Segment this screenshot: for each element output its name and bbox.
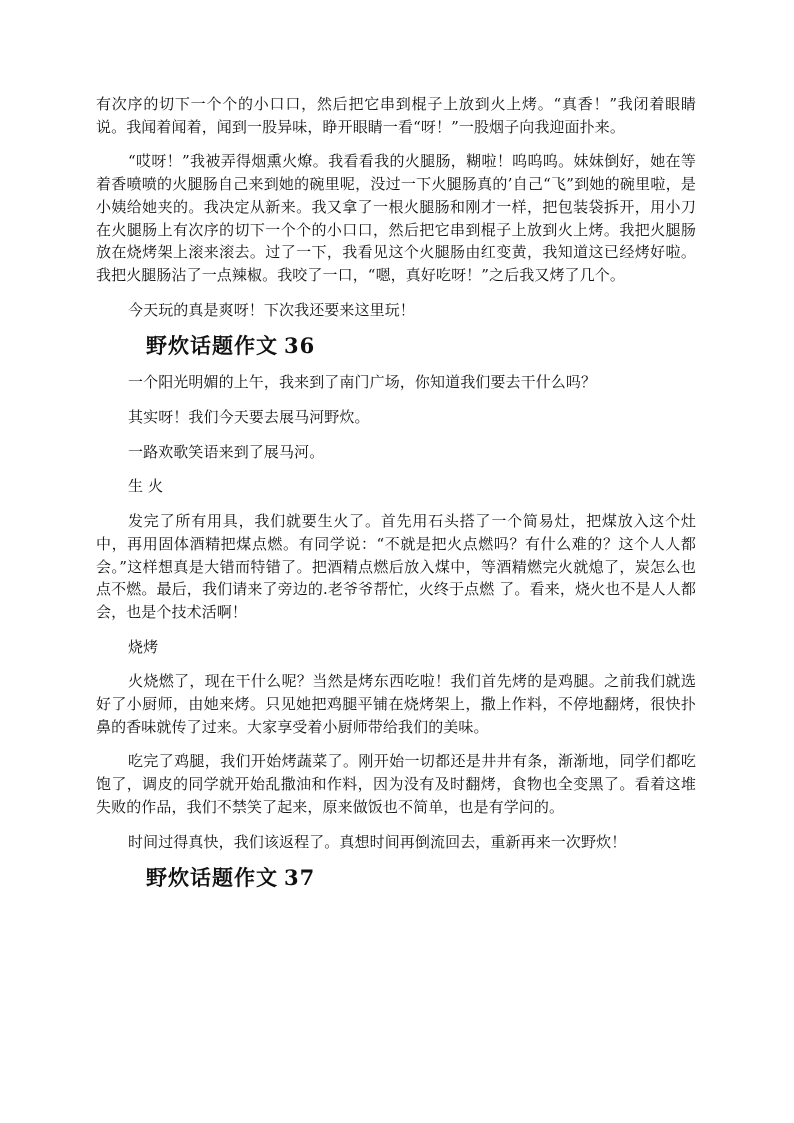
paragraph-return: 时间过得真快，我们该返程了。真想时间再倒流回去，重新再来一次野炊！ bbox=[128, 832, 627, 851]
paragraph-burnt-sausage: “哎呀！”我被弄得烟熏火燎。我看看我的火腿肠，糊啦！呜呜呜。妹妹倒好，她在等着香喷喷的火腿肠自己来到她的碗里呢，没过一下火腿肠真的’自己“飞”到她的碗里啦，是小姨给她夹的。我决定从新来。我又拿了一根火腿肠和刚才一样，把包装袋拆开，用小刀在火腿肠上有次序的切下一个个的小口口，然后把它串到棍子上放到火上烤。我把火腿肠放在烧烤架上滚来滚去。过了一下，我看见这个火腿肠由红变黄，我知道这已经烤好啦。我把火腿肠沾了一点辣椒。我咬了一口，“嗯，真好吃呀！”之后我又烤了几个。 bbox=[96, 152, 696, 284]
paragraph-continued: 有次序的切下一个个的小口口，然后把它串到棍子上放到火上烤。“真香！”我闭着眼睛说。我闻着闻着，闻到一股异味，睁开眼睛一看“呀！”一股烟子向我迎面扑来。 bbox=[96, 95, 696, 136]
heading-title: 野炊话题作文 bbox=[146, 333, 278, 359]
paragraph-destination: 其实呀！我们今天要去展马河野炊。 bbox=[128, 408, 370, 427]
heading-number: 37 bbox=[284, 865, 316, 891]
paragraph-conclusion: 今天玩的真是爽呀！下次我还要来这里玩！ bbox=[128, 300, 415, 319]
paragraph-intro: 一个阳光明媚的上午，我来到了南门广场，你知道我们要去干什么吗？ bbox=[128, 373, 597, 392]
essay-heading-37 bbox=[96, 863, 696, 893]
document-page bbox=[96, 93, 696, 893]
paragraph-chicken: 火烧燃了，现在干什么呢？当然是烤东西吃啦！我们首先烤的是鸡腿。之前我们就选好了小厨师，由她来烤。只见她把鸡腿平铺在烧烤架上，撒上作料，不停地翻烤，很快扑鼻的香味就传了过来。大家享受着小厨师带给我们的美味。 bbox=[96, 672, 696, 736]
paragraph-arrival: 一路欢歌笑语来到了展马河。 bbox=[128, 442, 325, 461]
subheading-barbecue: 烧烤 bbox=[128, 637, 159, 656]
paragraph-vegetables: 吃完了鸡腿，我们开始烤蔬菜了。刚开始一切都还是井井有条，渐渐地，同学们都吃饱了，调皮的同学就开始乱撒油和作料，因为没有及时翻烤，食物也全变黑了。看着这堆失败的作品，我们不禁笑了起来，原来做饭也不简单，也是有学问的。 bbox=[96, 752, 696, 816]
subheading-light-fire: 生 火 bbox=[128, 477, 164, 496]
paragraph-fire: 发完了所有用具，我们就要生火了。首先用石头搭了一个简易灶，把煤放入这个灶中，再用固体酒精把煤点燃。有同学说：“不就是把火点燃吗？有什么难的？这个人人都会。”这样想真是大错而特错了。把酒精点燃后放入煤中，等酒精燃完火就熄了，炭怎么也点不燃。最后，我们请来了旁边的.老爷爷帮忙，火终于点燃 了。看来，烧火也不是人人都会，也是个技术活啊！ bbox=[96, 512, 696, 621]
heading-title: 野炊话题作文 bbox=[146, 865, 278, 891]
heading-number: 36 bbox=[284, 333, 316, 359]
essay-heading-36 bbox=[96, 331, 696, 361]
